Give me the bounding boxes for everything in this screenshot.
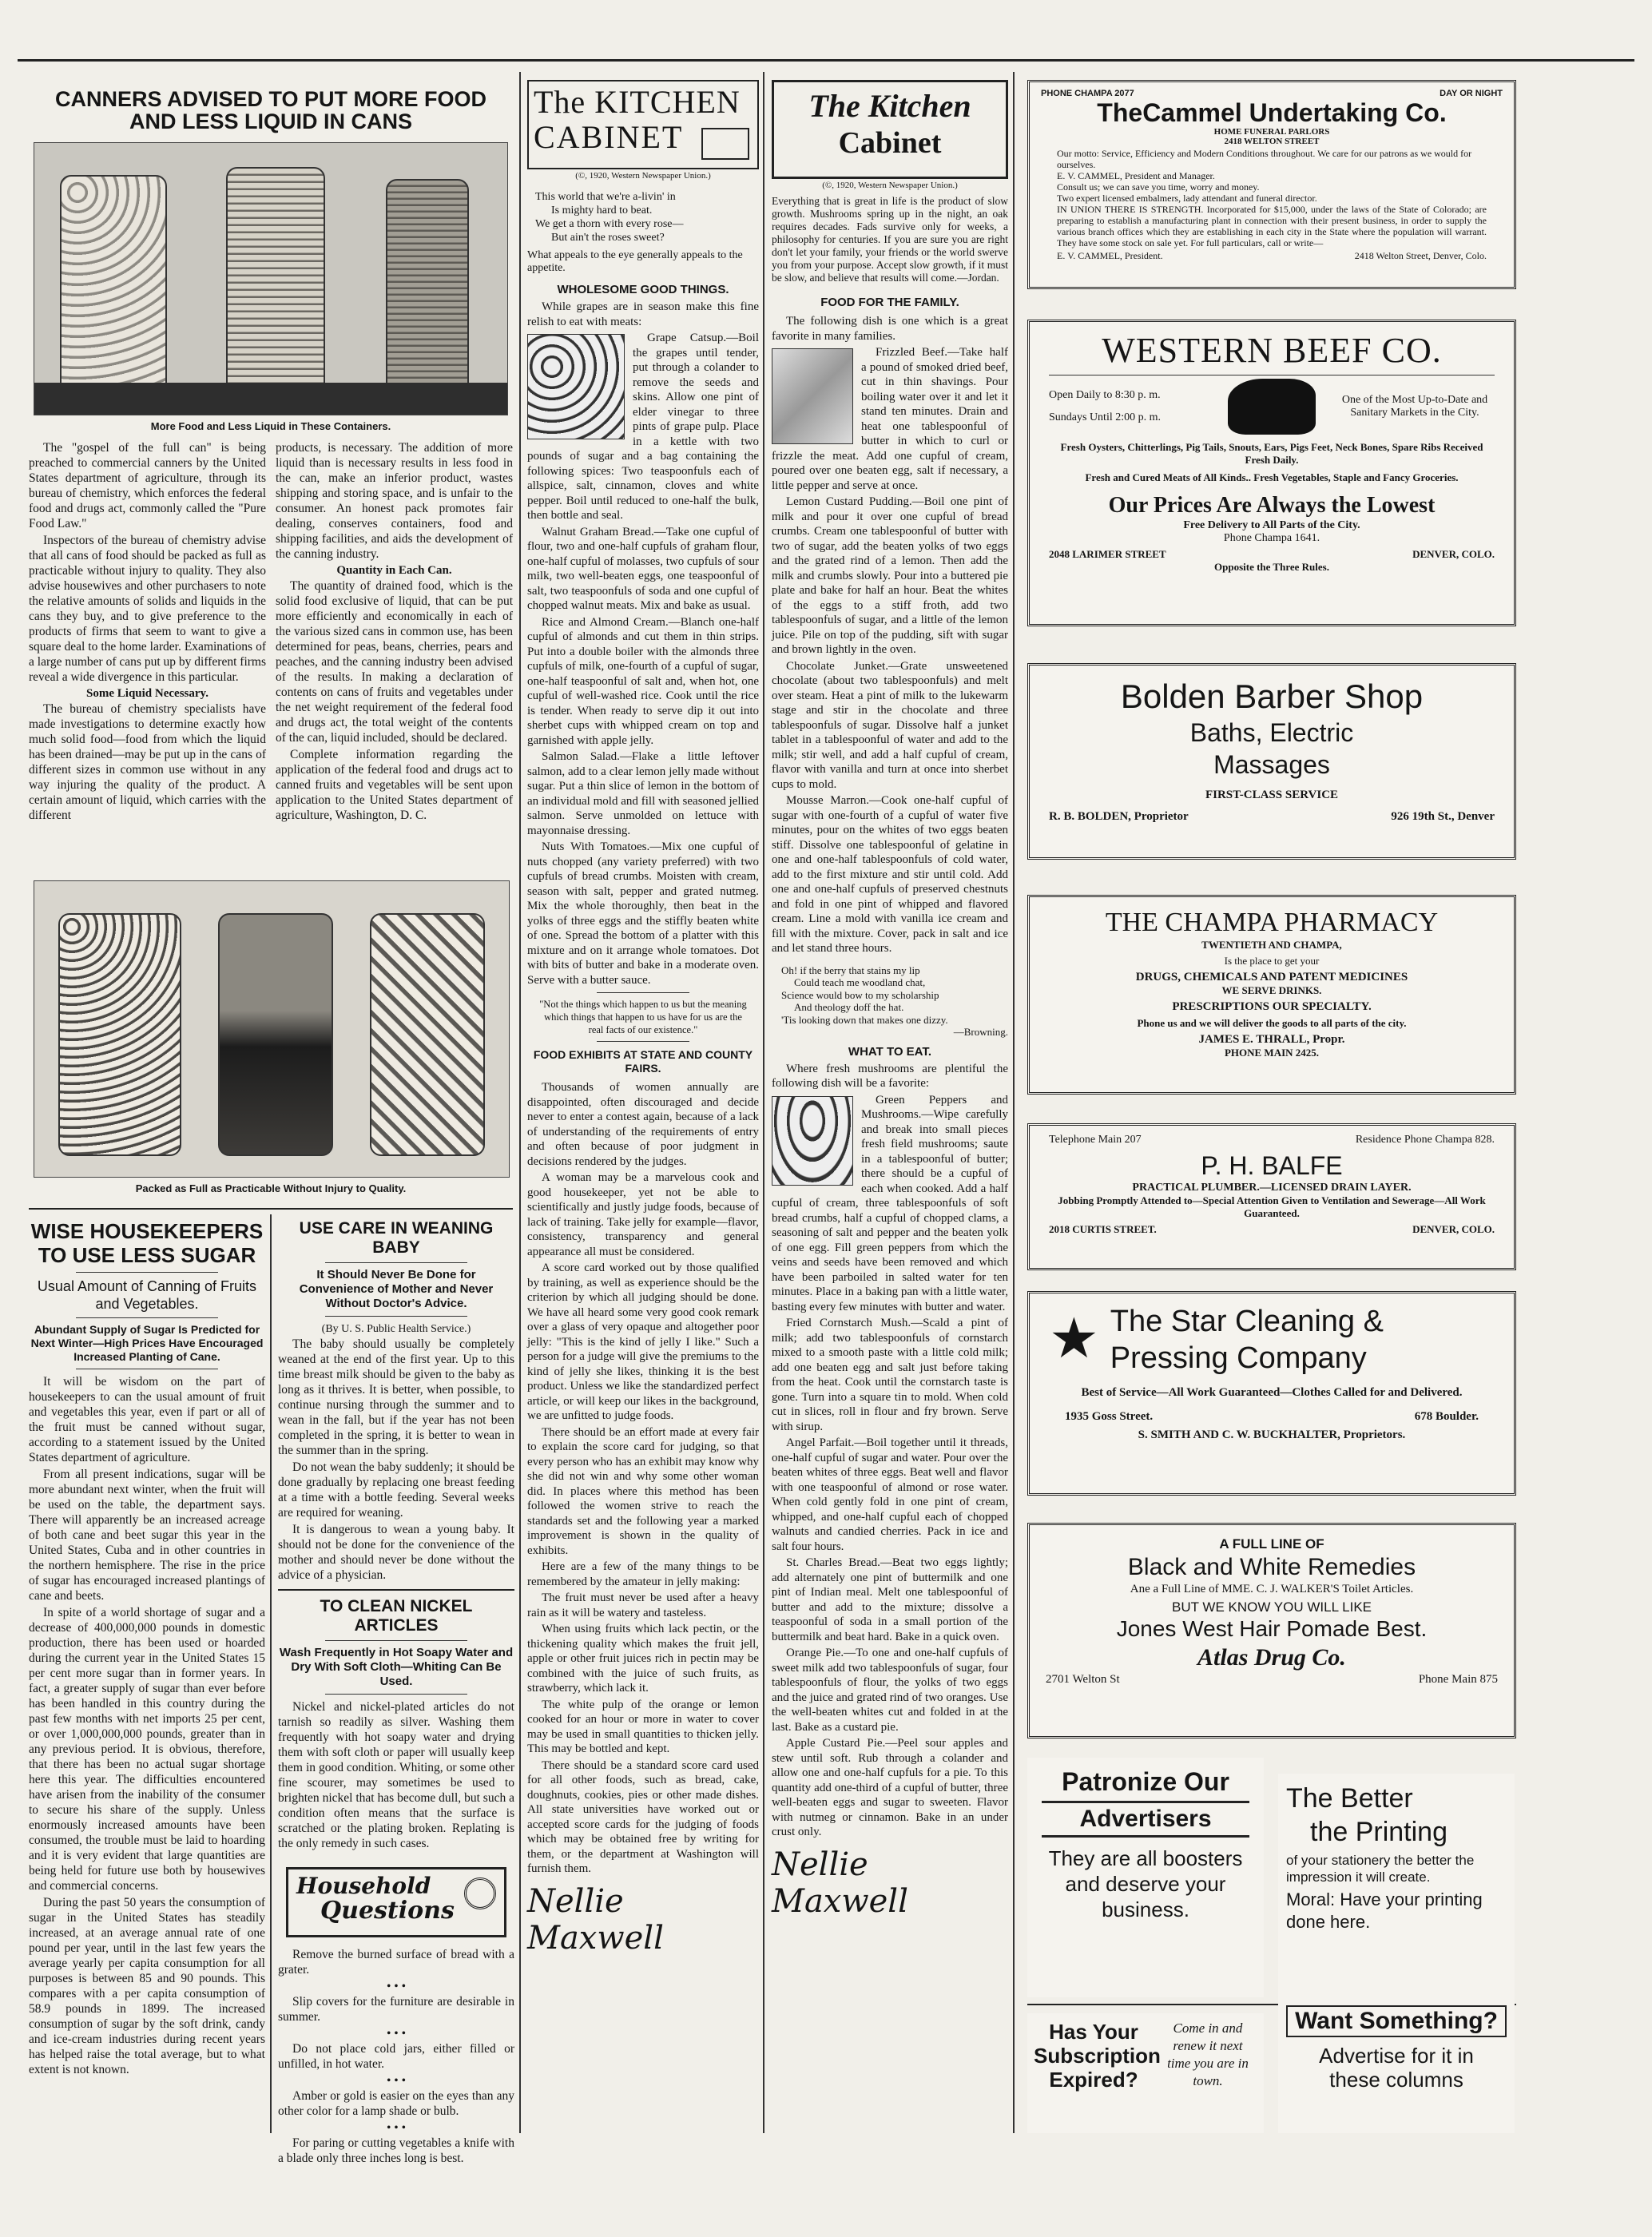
mushroom-illustration <box>772 1096 853 1186</box>
ad-line: Fresh Oysters, Chitterlings, Pig Tails, Snouts, Ears, Pigs Feet, Neck Bones, Spare Ribs Received Fresh Daily. <box>1060 441 1483 466</box>
recipe-paragraph: Green Peppers and Mushrooms.—Wipe carefully and break into small pieces fresh field mushrooms; saute in a tablespoonful of butter; there should be a cupful of each when cooked. Add a half cupful of cream, three tablespoonfuls of soft bread crumbs, half a cupful of chopped clams, a seasoning of salt and pepper and the beaten yolk of one egg. Fill green peppers from which the veins and seeds have been removed and which have been parboiled in salted water for ten minutes. Place in a baking pan with a little water, basting every few minutes with butter and water. <box>772 1093 1008 1313</box>
canners-headline: CANNERS ADVISED TO PUT MORE FOOD AND LESS LIQUID IN CANS <box>54 87 487 133</box>
sugar-article <box>29 1216 265 2135</box>
household-item: Slip covers for the furniture are desirable in summer. <box>278 1995 514 2024</box>
ad-line: Best of Service—All Work Guaranteed—Clothes Called for and Delivered. <box>1081 1386 1463 1399</box>
ad-line: DRUGS, CHEMICALS AND PATENT MEDICINES <box>1135 971 1408 983</box>
ad-proprietor: R. B. BOLDEN, Proprietor <box>1049 810 1189 823</box>
ad-phone: PHONE MAIN 2425. <box>1224 1047 1320 1059</box>
ad-subtitle: 2418 WELTON STREET <box>1224 137 1320 146</box>
weaning-byline: (By U. S. Public Health Service.) <box>321 1323 471 1335</box>
recipe-paragraph: Where fresh mushrooms are plentiful the following dish will be a favorite: <box>772 1062 1008 1090</box>
ad-name: TheCammel Undertaking Co. <box>1097 98 1447 127</box>
ad-headline: Advertisers <box>1042 1801 1249 1838</box>
fair-paragraph: The white pulp of the orange or lemon cooked for an hour or more in water to cover may be used in small quantities to thicken jelly. This may be bottled and kept. <box>527 1698 759 1755</box>
ad-name: Bolden Barber Shop <box>1120 677 1424 715</box>
jar-image <box>386 179 469 394</box>
ad-address: 2048 LARIMER STREET <box>1049 548 1166 560</box>
column-divider <box>519 72 521 2133</box>
ad-line: IN UNION THERE IS STRENGTH. Incorporated for $15,000, under the laws of the State of Colorado; are preparing to establish a manufacturing plant in connection with their present business, in order to supply the various branch offices which they are establishing in each city in the State where the population will warrant. They have some stock on sale yet. For full particulars, call or write— <box>1057 204 1487 248</box>
ad-champa-pharmacy <box>1027 895 1516 1095</box>
photo-caption-1: More Food and Less Liquid in These Containers. <box>150 420 391 432</box>
star-icon: ★ <box>1049 1309 1099 1370</box>
ad-headline: Black and White Remedies <box>1127 1554 1416 1580</box>
ad-line: Jones West Hair Pomade Best. <box>1116 1616 1428 1641</box>
ad-proprietor: S. SMITH AND C. W. BUCKHALTER, Proprietors. <box>1138 1428 1406 1441</box>
ad-line: Advertise for it in these columns <box>1319 2044 1474 2092</box>
ad-line: Baths, Electric <box>1189 718 1354 747</box>
signature: Nellie Maxwell <box>527 1882 664 1957</box>
ad-phone: Residence Phone Champa 828. <box>1355 1134 1495 1146</box>
nickel-deck: Wash Frequently in Hot Soapy Water and Dry With Soft Cloth—Whiting Can Be Used. <box>279 1646 514 1688</box>
cabinet-title: Cabinet <box>838 126 942 160</box>
kitchen-title: The KITCHEN <box>534 84 741 120</box>
column-divider <box>1013 72 1015 2133</box>
ad-name: Atlas Drug Co. <box>1197 1644 1346 1671</box>
verse-line: 'Tis looking down that makes one dizzy. <box>781 1013 948 1026</box>
kitchen-cabinet-1 <box>527 80 759 2133</box>
ad-better-printing <box>1278 1774 1515 1997</box>
household-item: Amber or gold is easier on the eyes than any other color for a lamp shade or bulb. <box>278 2089 514 2118</box>
ad-name: Pressing Company <box>1110 1341 1367 1375</box>
photo-shadow <box>34 383 507 415</box>
fair-paragraph: When using fruits which lack pectin, or the thickening quality which makes the fruit jell, apple or other fruit juices rich in pectin may be combined with the juice of such fruits, as strawberry, which lack it. <box>527 1623 759 1695</box>
ad-headline: Patronize Our <box>1062 1767 1229 1796</box>
recipe-paragraph: Frizzled Beef.—Take half a pound of smoked dried beef, cut in thin shavings. Pour boiling water over it and let it stand ten minutes. Drain and heat one tablespoonful of butter in which to curl or frizzle the meat. Add one cupful of cream, poured over one beaten egg, salt if necessary, a little pepper and serve at once. <box>772 346 1008 492</box>
fair-paragraph: A score card worked out by those qualified by training, as well as experience should be the criterion by which all judging should be done. We have all heard some very good cook remark over a glass of very opaque and altogether poor jelly: "This is the kind of jelly I like." Such a person for a judge will give the premiums to the kind of jelly she likes, thinking it is the best product. Unless we like the standardized perfect article, or will keep our likes in the background, we are unfitted to judge foods. <box>527 1262 759 1422</box>
ad-address: TWENTIETH AND CHAMPA, <box>1201 939 1342 951</box>
jar-image <box>218 913 333 1156</box>
recipe-paragraph: Angel Parfait.—Boil together until it threads, one-half cupful of sugar and water. Pour over the beaten whites of three eggs. Beat well and flavor with one teaspoonful of almond or rose water. When cold gently fold in one pint of cream, whipped, and one-half cupful each of chopped walnuts and candied cherries. Pack in ice and salt four hours. <box>772 1436 1008 1553</box>
fair-paragraph: Here are a few of the many things to be remembered by the amateur in jelly making: <box>527 1560 759 1588</box>
ad-line: of your stationery the better the impression it will create. <box>1286 1853 1475 1885</box>
ad-headline: The Better <box>1286 1783 1413 1814</box>
fair-paragraph: There should be a standard score card used for all other foods, such as bread, cake, doughnuts, cookies, pies or other made dishes. All state universities have worked out or accepted score cards for the judging of foods which may be obtained free by writing for them, or the department at Washington will furnish them. <box>527 1758 759 1875</box>
ad-address: 1935 Goss Street. <box>1065 1410 1154 1423</box>
ad-headline: Want Something? <box>1286 2005 1507 2037</box>
cabinet-icon <box>701 128 749 160</box>
ad-line: Our motto: Service, Efficiency and Modern Conditions throughout. We care for our patrons as we would for ourselves. <box>1057 148 1472 170</box>
ad-ph-balfe <box>1027 1123 1516 1270</box>
cook-illustration <box>772 348 853 444</box>
fair-paragraph: A woman may be a marvelous cook and good housekeeper, yet not be able to scientifically and justly judge foods, because of lack of training. Take jelly for example—flavor, consistency, transparency and general appearance all must be considered. <box>527 1171 759 1258</box>
intro-text: Everything that is great in life is the product of slow growth. Mushrooms spring up in the night, an oak requires decades. Fads survive only for weeks, a philosophy for centuries. If you are sure you are right don't let your family, your friends or the world swerve you from your purpose. Accept slow growth, if it must be slow, and believe that results will come.—Jordan. <box>772 195 1008 284</box>
ad-line: A FULL LINE OF <box>1219 1536 1324 1552</box>
household-title: Household <box>296 1873 431 1899</box>
ad-hours: Sundays Until 2:00 p. m. <box>1049 411 1162 423</box>
sugar-paragraph: It will be wisdom on the part of housekeepers to can the usual amount of fruit and vegetables this year, even if part or all of the fruit must be canned without sugar, according to a statement issued by the United States department of agriculture. <box>29 1375 265 1464</box>
recipe-paragraph: Chocolate Junket.—Grate unsweetened chocolate (about two tablespoonfuls) and melt over steam. Heat a pint of milk to the lukewarm stage and stir in the chocolate and three tablespoonfuls of sugar. Dissolve half a junket tablet in a tablespoonful of water and add to the milk; stir well, and add a half cupful of cream, flavor with vanilla and turn at once into sherbet cups to mold. <box>772 659 1008 791</box>
household-item: Do not place cold jars, either filled or unfilled, in hot water. <box>278 2042 514 2071</box>
household-item: Remove the burned surface of bread with a grater. <box>278 1948 514 1977</box>
canners-paragraph: The bureau of chemistry specialists have made investigations to determine exactly how much solid food—food from which the liquid has been drained—may be put up in the cans of different sizes in common use without in any way injuring the quality of the product. A certain amount of liquid, which carries with the different <box>29 702 266 822</box>
jar-image <box>226 167 325 394</box>
ad-line: BUT WE KNOW YOU WILL LIKE <box>1171 1599 1372 1615</box>
ad-line: Moral: Have your printing done here. <box>1286 1889 1483 1932</box>
column-divider <box>763 72 764 2133</box>
ad-address: 2018 CURTIS STREET. <box>1049 1223 1157 1235</box>
recipe-paragraph: Salmon Salad.—Flake a little leftover salmon, add to a clear lemon jelly made without sugar. Put a thin slice of lemon in the bottom of an individual mold and fill with seasoned jellied salmon. Serve unmolded on lettuce with mayonnaise dressing. <box>527 750 759 837</box>
recipe-paragraph: While grapes are in season make this fine relish to eat with meats: <box>527 300 759 328</box>
ad-headline: the Printing <box>1310 1817 1447 1847</box>
ad-atlas-drug <box>1027 1523 1516 1738</box>
kitchen-cabinet-2 <box>772 80 1008 2133</box>
ad-line: Free Delivery to All Parts of the City. <box>1183 519 1360 531</box>
recipe-paragraph: The following dish is one which is a great favorite in many families. <box>772 315 1008 343</box>
jar-image <box>58 913 181 1156</box>
ad-phone: Telephone Main 207 <box>1049 1134 1142 1146</box>
ad-bolden-barber <box>1027 663 1516 860</box>
canners-paragraph: Complete information regarding the application of the federal food and drugs act to canned fruits and vegetables will be sent upon application to the United States department of agriculture, Washington, D. C. <box>276 748 513 822</box>
flower-icon <box>464 1877 496 1909</box>
ad-line: JAMES E. THRALL, Propr. <box>1198 1033 1345 1046</box>
ad-line: PRACTICAL PLUMBER.—LICENSED DRAIN LAYER. <box>1132 1182 1412 1194</box>
canners-paragraph: The quantity of drained food, which is the solid food exclusive of liquid, that can be put more efficiently and economically in each of the various sized cans in common use, has been determined for peas, beans, cherries, pears and peaches, and the canning industry been advised of the results. In making a declaration of contents on cans of fruits and vegetables under the net weight requirement of the federal food and drugs act, the total weight of the contents of the can, liquid included, should be declared. <box>276 579 513 745</box>
canners-paragraph: products, is necessary. The addition of more liquid than is necessary results in less food in the can, make an inferior product, wastes shipping and storing space, and is unfair to the consumer. An honest pack promotes fair dealing, conserves containers, food and shipping facilities, and aids the development of the canning industry. <box>276 441 513 561</box>
ad-footer: E. V. CAMMEL, President. <box>1057 250 1163 261</box>
ad-name: P. H. BALFE <box>1201 1151 1343 1180</box>
section-rule <box>29 1208 513 1210</box>
signature: Nellie Maxwell <box>772 1846 908 1920</box>
recipe-paragraph: Mousse Marron.—Cook one-half cupful of sugar with one-fourth of a cupful of water five minutes, pour on the whites of two eggs beaten stiff. Dissolve one tablespoonful of gelatine in one and one-half tablespoonfuls of cold water, add to the first mixture and stir until cold. Add one and one-half cupfuls of preserved chestnuts and fold in one pint of whipped and flavored cream. Line a mold with vanilla ice cream and fill with the mixture. Cover, pack in salt and ice and let stand three hours. <box>772 794 1008 955</box>
canners-paragraph: The "gospel of the full can" is being preached to commercial canners by the United States department of agriculture, through its bureau of chemistry, which enforces the federal food and drugs act, commonly called the "Pure Food Law." <box>29 441 266 530</box>
verse-line: But ain't the roses sweet? <box>551 232 665 244</box>
verse-line: Oh! if the berry that stains my lip <box>781 964 920 976</box>
ad-address: 2701 Welton St <box>1046 1673 1120 1686</box>
ad-line: PRESCRIPTIONS OUR SPECIALTY. <box>1172 1000 1372 1013</box>
sugar-deck-2: Abundant Supply of Sugar Is Predicted for Next Winter—High Prices Have Encouraged Increased Planting of Cane. <box>30 1323 264 1363</box>
ad-name: WESTERN BEEF CO. <box>1102 331 1442 370</box>
verse-line: Could teach me woodland chat, <box>794 976 926 988</box>
ad-subtitle: HOME FUNERAL PARLORS <box>1213 127 1330 137</box>
ad-address: 926 19th St., Denver <box>1391 810 1495 823</box>
ad-hours: Open Daily to 8:30 p. m. <box>1049 389 1161 401</box>
ad-name: The Star Cleaning & <box>1110 1305 1384 1338</box>
ad-phone: Phone Main 875 <box>1418 1673 1498 1686</box>
what-to-eat-head: WHAT TO EAT. <box>848 1044 932 1059</box>
fair-head: FOOD EXHIBITS AT STATE AND COUNTY FAIRS. <box>533 1048 753 1075</box>
weaning-column: USE CARE IN WEANING BABY It Should Never Be Done for Convenience of Mother and Never Without Doctor's Advice. (By U. S. Public Health Service.) The baby should usually be completely weaned at the end of the first year. Up to this time breast milk should be given to the baby as long as it thrives. It is better, when possible, to continue nursing through the summer and to wean in the fall, but if the year has not been completed in the spring, it is better to wean in the summer than in the spring. Do not wean the baby suddenly; it should be done gradually by replacing one breast feeding at a time with a bottle feeding. Several weeks are required for weaning. It is dangerous to wean a young baby. It should not be done for the convenience of the mother and should never be done without the advice of a physician. TO CLEAN NICKEL ARTICLES Wash Frequently in Hot Soapy Water and Dry With Soft Cloth—Whiting Can Be Used. Nickel and nickel-plated articles do not tarnish so readily as silver. Washing them frequently with hot soapy water and drying them with soft cloth or paper will usually keep them in good condition. Whiting, or some other fine scourer, may sometimes be used to brighten nickel that has become dull, but such a condition often means that the surface is scratched or the plating broken. Replating is the only remedy in such cases. Household Questions Remove the burned surface of bread with a grater. • • • Slip covers for the furniture are desirable in summer. • • • Do not place cold jars, either filled or unfilled, in hot water. • • • Amber or gold is easier on the eyes than any other color for a lamp shade or bulb. • • • For paring or cutting vegetables a knife with a blade only three inches long is best. <box>278 1219 514 2165</box>
ad-line: WE SERVE DRINKS. <box>1221 984 1322 996</box>
sugar-deck: Usual Amount of Canning of Fruits and Vegetables. <box>37 1278 257 1312</box>
kitchen-cabinet-banner <box>772 80 1008 179</box>
ad-subscription <box>1027 2013 1264 2133</box>
verse-line: We get a thorn with every rose— <box>535 218 684 230</box>
ad-line: Two expert licensed embalmers, lady attendant and funeral director. <box>1057 193 1317 204</box>
copyright: (©, 1920, Western Newspaper Union.) <box>575 171 711 181</box>
fair-paragraph: There should be an effort made at every fair to explain the score card for judging, so that every person who has an exhibit may know why she did not win and why some other woman did. In places where this method has been followed the women strive to reach the standards set and the following year a marked improvement is shown in the quality of exhibits. <box>527 1425 759 1557</box>
household-item: For paring or cutting vegetables a knife with a blade only three inches long is best. <box>278 2136 514 2165</box>
household-questions-banner <box>286 1867 506 1937</box>
ad-address: 678 Boulder. <box>1414 1410 1479 1423</box>
recipe-paragraph: Apple Custard Pie.—Peel sour apples and stew until soft. Rub through a colander and allow one and one-half cupfuls for a pie. To this quantity add one-third of a cupful of butter, three well-beaten eggs and sugar to sweeten. Flavor with nutmeg or cinnamon. Bake in an under crust only. <box>772 1737 1008 1838</box>
ad-western-beef <box>1027 320 1516 626</box>
weaning-deck: It Should Never Be Done for Convenience of Mother and Never Without Doctor's Advice. <box>299 1268 494 1310</box>
column-divider <box>270 1214 272 2133</box>
ad-patronize <box>1027 1758 1264 1997</box>
grapes-illustration <box>527 334 625 439</box>
recipe-paragraph: Rice and Almond Cream.—Blanch one-half cupful of almonds and cut them in thin strips. Put into a double boiler with the almonds three cupfuls of milk, one-fourth of a cupful of sugar, one-half teaspoonful of salt and, when hot, one cupful of well-washed rice. Cook until the rice is tender. When ready to serve dip it out into sherbet cups with whipped cream on top and garnished with apple jelly. <box>527 615 759 747</box>
ad-line: Is the place to get your <box>1224 955 1320 967</box>
verse-line: Science would bow to my scholarship <box>781 988 939 1001</box>
jar-image <box>370 913 485 1156</box>
nickel-paragraph: Nickel and nickel-plated articles do not tarnish so readily as silver. Washing them frequently with hot soapy water and drying them with soft cloth or paper will usually keep them in good condition. Whiting, or some other fine scourer, may sometimes be used to brighten nickel that has become dull, but such a condition often means that the surface is scratched or the plating broken. Replating is the only remedy in such cases. <box>278 1700 514 1850</box>
sugar-paragraph: From all present indications, sugar will be more abundant next winter, when the fruit will be used on the table, the department says. There will apparently be an increased acreage of both cane and beet sugar this year in the United States, Cuba and in other countries in the northern hemisphere. The rise in the price of sugar has encouraged increased plantings of cane and beets. <box>29 1468 265 1603</box>
sugar-headline: WISE HOUSEKEEPERS TO USE LESS SUGAR <box>30 1219 264 1267</box>
recipe-paragraph: Orange Pie.—To one and one-half cupfuls of sweet milk add two tablespoonfuls of sugar, four tablespoonfuls of flour, the yolks of two eggs and the juice and grated rind of two oranges. Use the well-beaten whites cut and folded in at the last. Bake as a custard pie. <box>772 1647 1008 1734</box>
ad-line: Come in and renew it next time you are in town. <box>1167 2020 1249 2088</box>
cabinet-title: CABINET <box>534 119 684 155</box>
ad-line: Ane a Full Line of MME. C. J. WALKER'S Toilet Articles. <box>1130 1583 1414 1595</box>
ad-line: Jobbing Promptly Attended to—Special Attention Given to Ventilation and Sewerage—All Work Guaranteed. <box>1058 1194 1486 1219</box>
verse-line: This world that we're a-livin' in <box>535 191 676 203</box>
ad-description: One of the Most Up-to-Date and Sanitary Markets in the City. <box>1341 394 1488 419</box>
sugar-paragraph: During the past 50 years the consumption of sugar in the United States has steadily increased, at an average annual rate of one pound per year, until in the last few years the average yearly per capita consumption for all purposes is between 85 and 90 pounds. This compares with a per capita consumption of 58.9 pounds in 1899. The increased consumption of sugar by the soft drink, candy and ice-cream industries during recent years has helped raise the total average, but to what extent is not known. <box>29 1896 265 2076</box>
weaning-paragraph: Do not wean the baby suddenly; it should be done gradually by replacing one breast feeding at a time with a bottle feeding. Several weeks are required for weaning. <box>278 1460 514 1520</box>
jar-photo-2 <box>34 880 510 1178</box>
copyright: (©, 1920, Western Newspaper Union.) <box>822 181 958 190</box>
canners-subhead: Quantity in Each Can. <box>336 564 452 577</box>
fair-paragraph: Thousands of women annually are disappointed, often discouraged and decide never to enter a contest again, because of a lack of understanding of the requirements of entry and often because of poor judgment in decisions rendered by the judges. <box>527 1081 759 1168</box>
jar-photo-1 <box>34 142 508 415</box>
ad-headline: Has Your Subscription Expired? <box>1034 2020 1161 2092</box>
ad-line: Phone us and we will deliver the goods to all parts of the city. <box>1137 1017 1407 1029</box>
ad-phone: PHONE CHAMPA 2077 <box>1041 89 1134 98</box>
steer-icon <box>1228 379 1316 435</box>
ad-line: Consult us; we can save you time, worry and money. <box>1057 181 1260 193</box>
ad-line: Massages <box>1213 750 1330 779</box>
recipe-paragraph: Walnut Graham Bread.—Take one cupful of flour, two and one-half cupfuls of graham flour, one-half cupful of molasses, two cupfuls of sour milk, two well-beaten eggs, one teaspoonful of salt, two teaspoonfuls of soda and one cupful of chopped walnut meats. Mix and bake as usual. <box>527 525 759 612</box>
ad-footer: 2418 Welton Street, Denver, Colo. <box>1354 250 1487 261</box>
ad-line: Opposite the Three Rules. <box>1214 561 1329 573</box>
canners-paragraph: Inspectors of the bureau of chemistry advise that all cans of food should be packed as full as practicable without injury to quality. They also advise housewives and other purchasers to note the relative amounts of solids and liquids in the cans they buy, and to give preference to the products of firms that seem to want to give a square deal to the home larder. Examinations of a large number of cans put up by different firms reveal a wide divergence in this particular. <box>29 534 266 684</box>
photo-caption-2: Packed as Full as Practicable Without Injury to Quality. <box>135 1182 407 1194</box>
top-rule <box>18 59 1634 62</box>
weaning-headline: USE CARE IN WEANING BABY <box>299 1219 494 1257</box>
nickel-headline: TO CLEAN NICKEL ARTICLES <box>320 1597 473 1635</box>
fair-paragraph: The fruit must never be used after a heavy rain as it will be watery and tasteless. <box>527 1591 759 1619</box>
canners-subhead: Some Liquid Necessary. <box>86 687 208 700</box>
kitchen-cabinet-banner <box>527 80 759 169</box>
ad-slogan: Our Prices Are Always the Lowest <box>1108 493 1436 518</box>
intro-text: What appeals to the eye generally appeals to the appetite. <box>527 249 743 274</box>
ad-name: THE CHAMPA PHARMACY <box>1105 908 1439 937</box>
household-title: Questions <box>320 1897 455 1925</box>
verse-line: Is mighty hard to beat. <box>551 205 653 217</box>
kitchen-title: The Kitchen <box>808 88 971 124</box>
ad-star-cleaning <box>1027 1291 1516 1496</box>
ad-line: FIRST-CLASS SERVICE <box>1205 789 1339 801</box>
recipe-paragraph: Fried Cornstarch Mush.—Scald a pint of milk; add two tablespoonfuls of cornstarch mixed to a smooth paste with a little cold milk; add one beaten egg and salt just before taking from the heat. Cook until the cornstarch taste is gone. Turn into a square tin to mold. When cold cut in slices, roll in flour and fry brown. Serve with sirup. <box>772 1317 1008 1433</box>
ad-address: DENVER, COLO. <box>1412 548 1495 560</box>
verse-line: —Browning. <box>953 1026 1008 1038</box>
verse-line: And theology doff the hat. <box>794 1001 904 1013</box>
ad-line: E. V. CAMMEL, President and Manager. <box>1057 170 1215 181</box>
ad-address: DENVER, COLO. <box>1412 1223 1495 1235</box>
weaning-paragraph: It is dangerous to wean a young baby. It should not be done for the convenience of the mother and should never be done without the advice of a physician. <box>278 1523 514 1582</box>
sugar-paragraph: In spite of a world shortage of sugar and a decrease of 400,000,000 pounds in domestic production, there has been used or hoarded during the current year in the United States 15 per cent more sugar than in former years. In fact, a greater supply of sugar than ever before has been handled in this country during the past few months with net imports 25 per cent, or over 1,000,000,000 pounds, greater than in any previous period. It is obvious, therefore, that there has been no actual sugar shortage here this year. The difficulties encountered have arisen from the inability of the consumer to secure his share of the supply. Unless enormously increased amounts have been consumed, the trouble must be laid to hoarding and it is very evident that large quantities are being held for future use both by housewives and commercial concerns. <box>29 1606 265 1893</box>
jar-image <box>60 175 167 394</box>
ad-cammel-undertaking <box>1027 80 1516 289</box>
weaning-paragraph: The baby should usually be completely weaned at the end of the first year. Up to this time breast milk should be given to the baby as long as it thrives. It is better, when possible, to continue nursing through the summer and to wean in the fall, but if the year has not been completed in the spring, it is better to wean in the summer than in the spring. <box>278 1337 514 1457</box>
recipe-paragraph: Nuts With Tomatoes.—Mix one cupful of nuts chopped (any variety preferred) with two cupfuls of bread crumbs. Moisten with cream, season with salt, pepper and grated nutmeg. Mix the whole thoroughly, then beat in the yolks of three eggs and the stiffly beaten white of one. Spread the bottom of a platter with this mixture and on it arrange whole tomatoes. Dot with bits of butter and bake in a moderate oven. Serve with a butter sauce. <box>527 840 759 987</box>
ad-line: Fresh and Cured Meats of All Kinds.. Fresh Vegetables, Staple and Fancy Groceries. <box>1085 471 1459 483</box>
recipe-paragraph: St. Charles Bread.—Beat two eggs lightly; add alternately one pint of buttermilk and one pint of Indian meal. Melt one tablespoonful of butter and add to the mixture; dissolve a teaspoonful of soda in a small portion of the buttermilk and beat hard. Bake in a quick oven. <box>772 1556 1008 1643</box>
family-head: FOOD FOR THE FAMILY. <box>820 296 959 309</box>
recipe-paragraph: Grape Catsup.—Boil the grapes until tender, put through a colander to remove the seeds and skins. Allow one pint of elder vinegar to three pints of grape pulp. Place in a kettle with two pounds of sugar and a bag containing the following spices: Two teaspoonfuls each of allspice, salt, cinnamon, cloves and white pepper. Boil until reduced to one-half the bulk, then bottle and seal. <box>527 332 759 522</box>
quote: "Not the things which happen to us but the meaning which things that happen to us have for us are the real facts of our existence." <box>539 999 747 1035</box>
recipes-head: WHOLESOME GOOD THINGS. <box>557 283 729 296</box>
ad-phone: Phone Champa 1641. <box>1223 532 1320 544</box>
ad-phone: DAY OR NIGHT <box>1440 89 1503 98</box>
recipe-paragraph: Lemon Custard Pudding.—Boil one pint of milk and pour it over one cupful of bread crumbs. Cream one tablespoonful of butter with two of sugar, add the beaten yolks of two eggs and the grated rind of a lemon. Then add the milk and crumbs slowly. Pour into a buttered pie plate and bake for half an hour. Beat the whites of the eggs to a stiff froth, add two tablespoonfuls of sugar, and a little of the lemon juice. Pile on top of the pudding, sift with sugar and brown lightly in the oven. <box>772 495 1008 656</box>
ad-want-something <box>1278 1997 1515 2133</box>
ad-line: They are all boosters and deserve your business. <box>1048 1846 1243 1921</box>
